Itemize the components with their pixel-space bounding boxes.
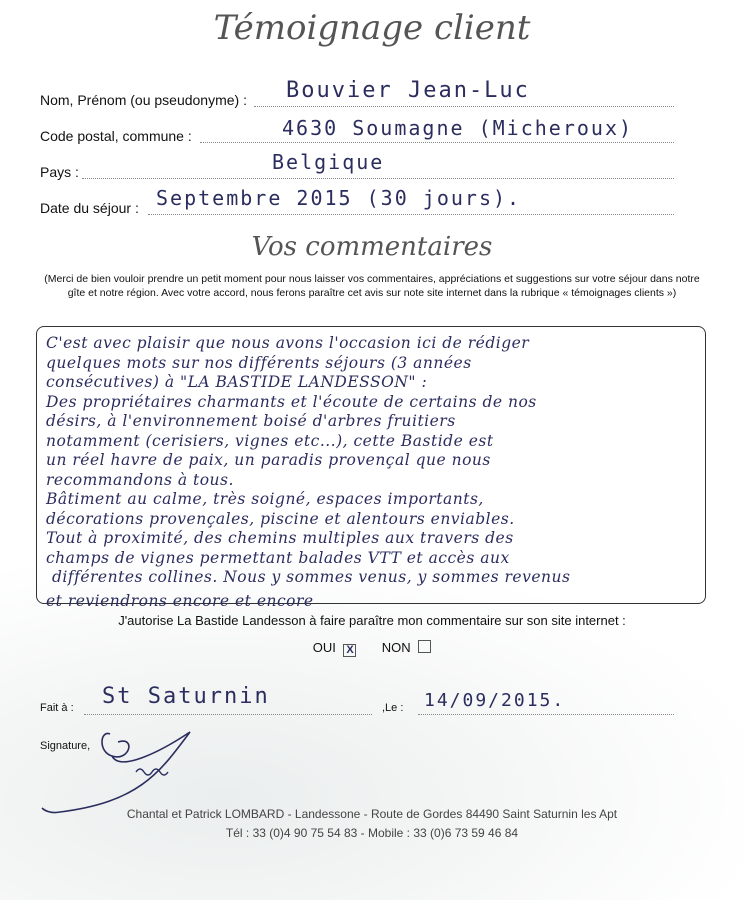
comment-line: décorations provençales, piscine et alentours enviables. bbox=[46, 509, 515, 528]
date-value[interactable]: 14/09/2015. bbox=[424, 690, 566, 711]
footer-address: Chantal et Patrick LOMBARD - Landessone - Route de Gordes 84490 Saint Saturnin les Apt bbox=[126, 807, 618, 821]
comment-line: champs de vignes permettant balades VTT et accès aux bbox=[46, 548, 510, 567]
yes-checkbox[interactable]: X bbox=[343, 644, 356, 657]
comment-line: C'est avec plaisir que nous avons l'occasion ici de rédiger bbox=[46, 334, 530, 352]
comment-line: Des propriétaires charmants et l'écoute de certains de nos bbox=[46, 392, 537, 411]
name-value[interactable]: Bouvier Jean-Luc bbox=[286, 78, 530, 103]
comment-line: différentes collines. Nous y sommes venus, y sommes revenus bbox=[52, 568, 571, 586]
date-label: ,Le : bbox=[382, 702, 404, 714]
comment-line: Tout à proximité, des chemins multiples aux travers des bbox=[46, 529, 514, 547]
comment-line: consécutives) à "LA BASTIDE LANDESSON" : bbox=[46, 373, 428, 391]
country-label: Pays : bbox=[40, 164, 79, 180]
dates-dotted-line bbox=[148, 214, 674, 215]
postal-label: Code postal, commune : bbox=[40, 128, 192, 144]
comment-line: un réel havre de paix, un paradis provençal que nous bbox=[46, 451, 491, 469]
footer-phone: Tél : 33 (0)4 90 75 54 83 - Mobile : 33 (0)6 73 59 46 84 bbox=[225, 826, 519, 840]
signature-label: Signature, bbox=[40, 740, 91, 752]
yes-label: OUI bbox=[312, 640, 336, 655]
postal-dotted-line bbox=[200, 142, 674, 143]
place-value[interactable]: St Saturnin bbox=[102, 684, 270, 709]
name-dotted-line bbox=[254, 106, 674, 107]
comment-line: désirs, à l'environnement boisé d'arbres fruitiers bbox=[46, 412, 456, 430]
place-label: Fait à : bbox=[40, 702, 74, 714]
comments-title: Vos commentaires bbox=[251, 232, 493, 262]
signature-drawing[interactable] bbox=[40, 712, 260, 822]
country-value[interactable]: Belgique bbox=[272, 150, 385, 174]
consent-text: J'autorise La Bastide Landesson à faire paraître mon commentaire sur son site internet : bbox=[118, 613, 626, 628]
date-dotted-line bbox=[418, 714, 674, 715]
page-title: Témoignage client bbox=[213, 8, 531, 48]
comment-line: Bâtiment au calme, très soigné, espaces importants, bbox=[46, 490, 484, 508]
dates-value[interactable]: Septembre 2015 (30 jours). bbox=[156, 186, 522, 210]
dates-label: Date du séjour : bbox=[40, 200, 139, 216]
comment-line: quelques mots sur nos différents séjours (3 années bbox=[46, 353, 472, 372]
no-label: NON bbox=[381, 640, 411, 655]
comment-line: et reviendrons encore et encore bbox=[46, 591, 314, 610]
name-label: Nom, Prénom (ou pseudonyme) : bbox=[40, 92, 247, 108]
comment-line: recommandons à tous. bbox=[46, 470, 234, 489]
no-checkbox[interactable] bbox=[418, 640, 431, 653]
postal-value[interactable]: 4630 Soumagne (Micheroux) bbox=[282, 116, 634, 140]
comments-intro: (Merci de bien vouloir prendre un petit moment pour nous laisser vos commentaires, appréciations et suggestions sur votre séjour dans notre gîte et notre région. Avec votre accord, nous ferons paraître cet avis sur note site internet dans la rubrique « témoignages clients ») bbox=[44, 273, 700, 299]
comment-line: notamment (cerisiers, vignes etc...), cette Bastide est bbox=[46, 431, 494, 450]
country-dotted-line bbox=[82, 178, 674, 179]
consent-options bbox=[0, 640, 744, 657]
